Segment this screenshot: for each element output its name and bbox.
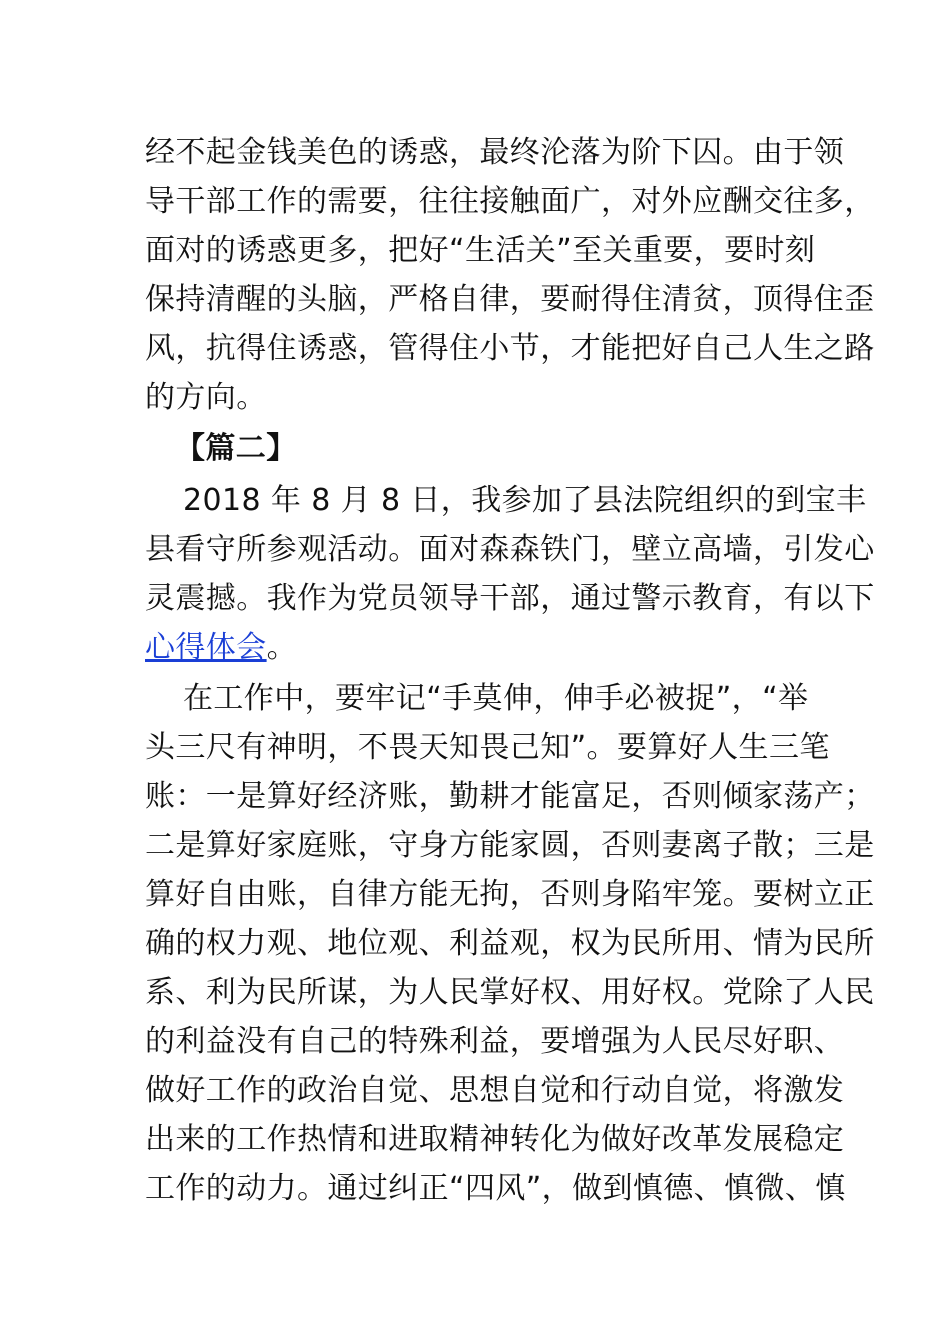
paragraph-1 bbox=[145, 128, 875, 422]
paragraph-line: 出来的工作热情和进取精神转化为做好改革发展稳定 bbox=[145, 1122, 845, 1157]
paragraph-line: 二是算好家庭账，守身方能家圆，否则妻离子散；三是 bbox=[145, 828, 875, 863]
paragraph-end-punct: 。 bbox=[266, 630, 298, 665]
paragraph-line: 经不起金钱美色的诱惑，最终沦落为阶下囚。由于领 bbox=[145, 135, 845, 170]
paragraph-line: 2018 年 8 月 8 日，我参加了县法院组织的到宝丰 bbox=[183, 483, 867, 518]
paragraph-line: 的方向。 bbox=[145, 380, 267, 415]
paragraph-line: 灵震撼。我作为党员领导干部，通过警示教育，有以下 bbox=[145, 581, 875, 616]
section-heading: 【篇二】 bbox=[175, 431, 297, 466]
paragraph-line: 风，抗得住诱惑，管得住小节，才能把好自己人生之路 bbox=[145, 331, 875, 366]
paragraph-line: 确的权力观、地位观、利益观，权为民所用、情为民所 bbox=[145, 926, 875, 961]
paragraph-line: 的利益没有自己的特殊利益，要增强为人民尽好职、 bbox=[145, 1024, 845, 1059]
experience-link[interactable]: 心得体会 bbox=[145, 630, 267, 665]
paragraph-line: 账：一是算好经济账，勤耕才能富足，否则倾家荡产； bbox=[145, 779, 875, 814]
paragraph-line: 县看守所参观活动。面对森森铁门，壁立高墙，引发心 bbox=[145, 532, 875, 567]
paragraph-line: 保持清醒的头脑，严格自律，要耐得住清贫，顶得住歪 bbox=[145, 282, 875, 317]
paragraph-line: 在工作中，要牢记“手莫伸，伸手必被捉”，“举 bbox=[183, 681, 809, 716]
paragraph-line: 导干部工作的需要，往往接触面广，对外应酬交往多， bbox=[145, 184, 875, 219]
paragraph-line: 系、利为民所谋，为人民掌好权、用好权。党除了人民 bbox=[145, 975, 875, 1010]
paragraph-2 bbox=[145, 476, 875, 672]
paragraph-3 bbox=[145, 674, 875, 1213]
paragraph-line: 做好工作的政治自觉、思想自觉和行动自觉，将激发 bbox=[145, 1073, 845, 1108]
paragraph-line: 工作的动力。通过纠正“四风”，做到慎德、慎微、慎 bbox=[145, 1171, 846, 1206]
section-heading-block bbox=[145, 424, 810, 473]
paragraph-line: 头三尺有神明，不畏天知畏己知”。要算好人生三笔 bbox=[145, 730, 830, 765]
paragraph-line: 面对的诱惑更多，把好“生活关”至关重要，要时刻 bbox=[145, 233, 816, 268]
paragraph-line-with-link bbox=[145, 623, 810, 672]
paragraph-line: 算好自由账，自律方能无拘，否则身陷牢笼。要树立正 bbox=[145, 877, 875, 912]
